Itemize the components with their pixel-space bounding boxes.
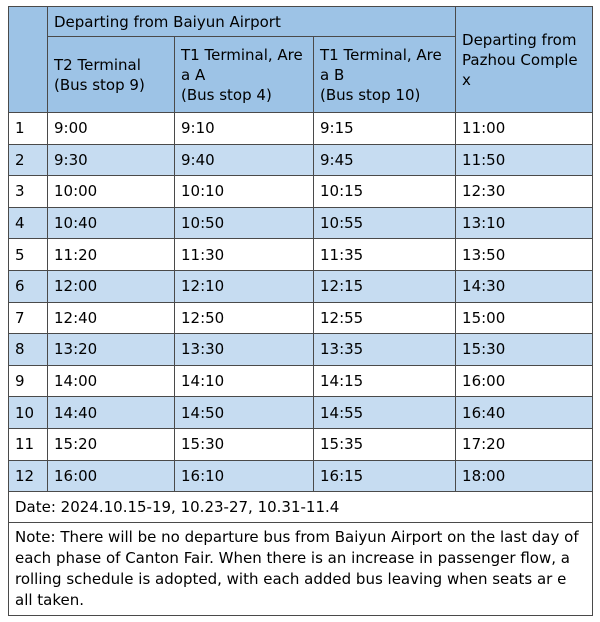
header-t2-terminal: T2 Terminal (Bus stop 9): [48, 37, 175, 113]
service-dates: Date: 2024.10.15-19, 10.23-27, 10.31-11.4: [9, 492, 593, 523]
t2-time: 11:20: [48, 239, 175, 271]
t1a-time: 14:50: [175, 397, 314, 429]
t1a-time: 12:10: [175, 270, 314, 302]
date-row: [9, 492, 593, 523]
note-row: [9, 523, 593, 616]
pazhou-time: 11:50: [456, 144, 593, 176]
table-row: [9, 239, 593, 271]
row-number: 10: [9, 397, 48, 429]
t1a-time: 14:10: [175, 365, 314, 397]
row-number: 8: [9, 334, 48, 366]
table-row: [9, 365, 593, 397]
row-number: 7: [9, 302, 48, 334]
t1b-time: 16:15: [314, 460, 456, 492]
table-row: [9, 113, 593, 145]
row-number: 11: [9, 428, 48, 460]
t1b-time: 11:35: [314, 239, 456, 271]
t1b-time: 12:15: [314, 270, 456, 302]
t1b-time: 14:55: [314, 397, 456, 429]
row-number: 2: [9, 144, 48, 176]
t1b-time: 9:15: [314, 113, 456, 145]
header-departing-pazhou: Departing from Pazhou Comple x: [456, 7, 593, 113]
t1a-time: 15:30: [175, 428, 314, 460]
row-number: 9: [9, 365, 48, 397]
table-row: [9, 334, 593, 366]
bus-schedule-table: [8, 6, 593, 616]
table-row: [9, 397, 593, 429]
t2-time: 9:00: [48, 113, 175, 145]
row-number: 5: [9, 239, 48, 271]
t1a-time: 11:30: [175, 239, 314, 271]
pazhou-time: 16:00: [456, 365, 593, 397]
t1a-time: 12:50: [175, 302, 314, 334]
t1a-time: 16:10: [175, 460, 314, 492]
t1a-time: 10:50: [175, 207, 314, 239]
t1b-time: 12:55: [314, 302, 456, 334]
t2-time: 9:30: [48, 144, 175, 176]
t1b-time: 10:55: [314, 207, 456, 239]
header-departing-baiyun: Departing from Baiyun Airport: [48, 7, 456, 37]
row-number: 12: [9, 460, 48, 492]
table-row: [9, 207, 593, 239]
schedule-note: Note: There will be no departure bus from Baiyun Airport on the last day of each phase of Canton Fair. When there is an increase in passenger flow, a rolling schedule is adopted, with each added bus leaving when seats ar e all taken.: [9, 523, 593, 616]
table-row: [9, 302, 593, 334]
t1b-time: 14:15: [314, 365, 456, 397]
t1a-time: 13:30: [175, 334, 314, 366]
row-number: 6: [9, 270, 48, 302]
row-number: 4: [9, 207, 48, 239]
pazhou-time: 15:00: [456, 302, 593, 334]
t2-time: 14:40: [48, 397, 175, 429]
header-t1-area-a: T1 Terminal, Are a A (Bus stop 4): [175, 37, 314, 113]
t1a-time: 10:10: [175, 176, 314, 208]
t2-time: 13:20: [48, 334, 175, 366]
t2-time: 14:00: [48, 365, 175, 397]
pazhou-time: 12:30: [456, 176, 593, 208]
t1b-time: 15:35: [314, 428, 456, 460]
t2-time: 12:40: [48, 302, 175, 334]
header-t1-area-b: T1 Terminal, Are a B (Bus stop 10): [314, 37, 456, 113]
t2-time: 12:00: [48, 270, 175, 302]
pazhou-time: 13:50: [456, 239, 593, 271]
t2-time: 10:00: [48, 176, 175, 208]
t2-time: 16:00: [48, 460, 175, 492]
t1a-time: 9:10: [175, 113, 314, 145]
table-row: [9, 270, 593, 302]
t1b-time: 13:35: [314, 334, 456, 366]
t1b-time: 9:45: [314, 144, 456, 176]
pazhou-time: 18:00: [456, 460, 593, 492]
pazhou-time: 11:00: [456, 113, 593, 145]
table-row: [9, 144, 593, 176]
pazhou-time: 14:30: [456, 270, 593, 302]
table-row: [9, 428, 593, 460]
table-row: [9, 460, 593, 492]
pazhou-time: 13:10: [456, 207, 593, 239]
header-number-cell: [9, 7, 48, 113]
row-number: 1: [9, 113, 48, 145]
schedule-rows: [9, 113, 593, 616]
t1b-time: 10:15: [314, 176, 456, 208]
pazhou-time: 15:30: [456, 334, 593, 366]
row-number: 3: [9, 176, 48, 208]
t1a-time: 9:40: [175, 144, 314, 176]
t2-time: 10:40: [48, 207, 175, 239]
table-row: [9, 176, 593, 208]
t2-time: 15:20: [48, 428, 175, 460]
pazhou-time: 16:40: [456, 397, 593, 429]
pazhou-time: 17:20: [456, 428, 593, 460]
